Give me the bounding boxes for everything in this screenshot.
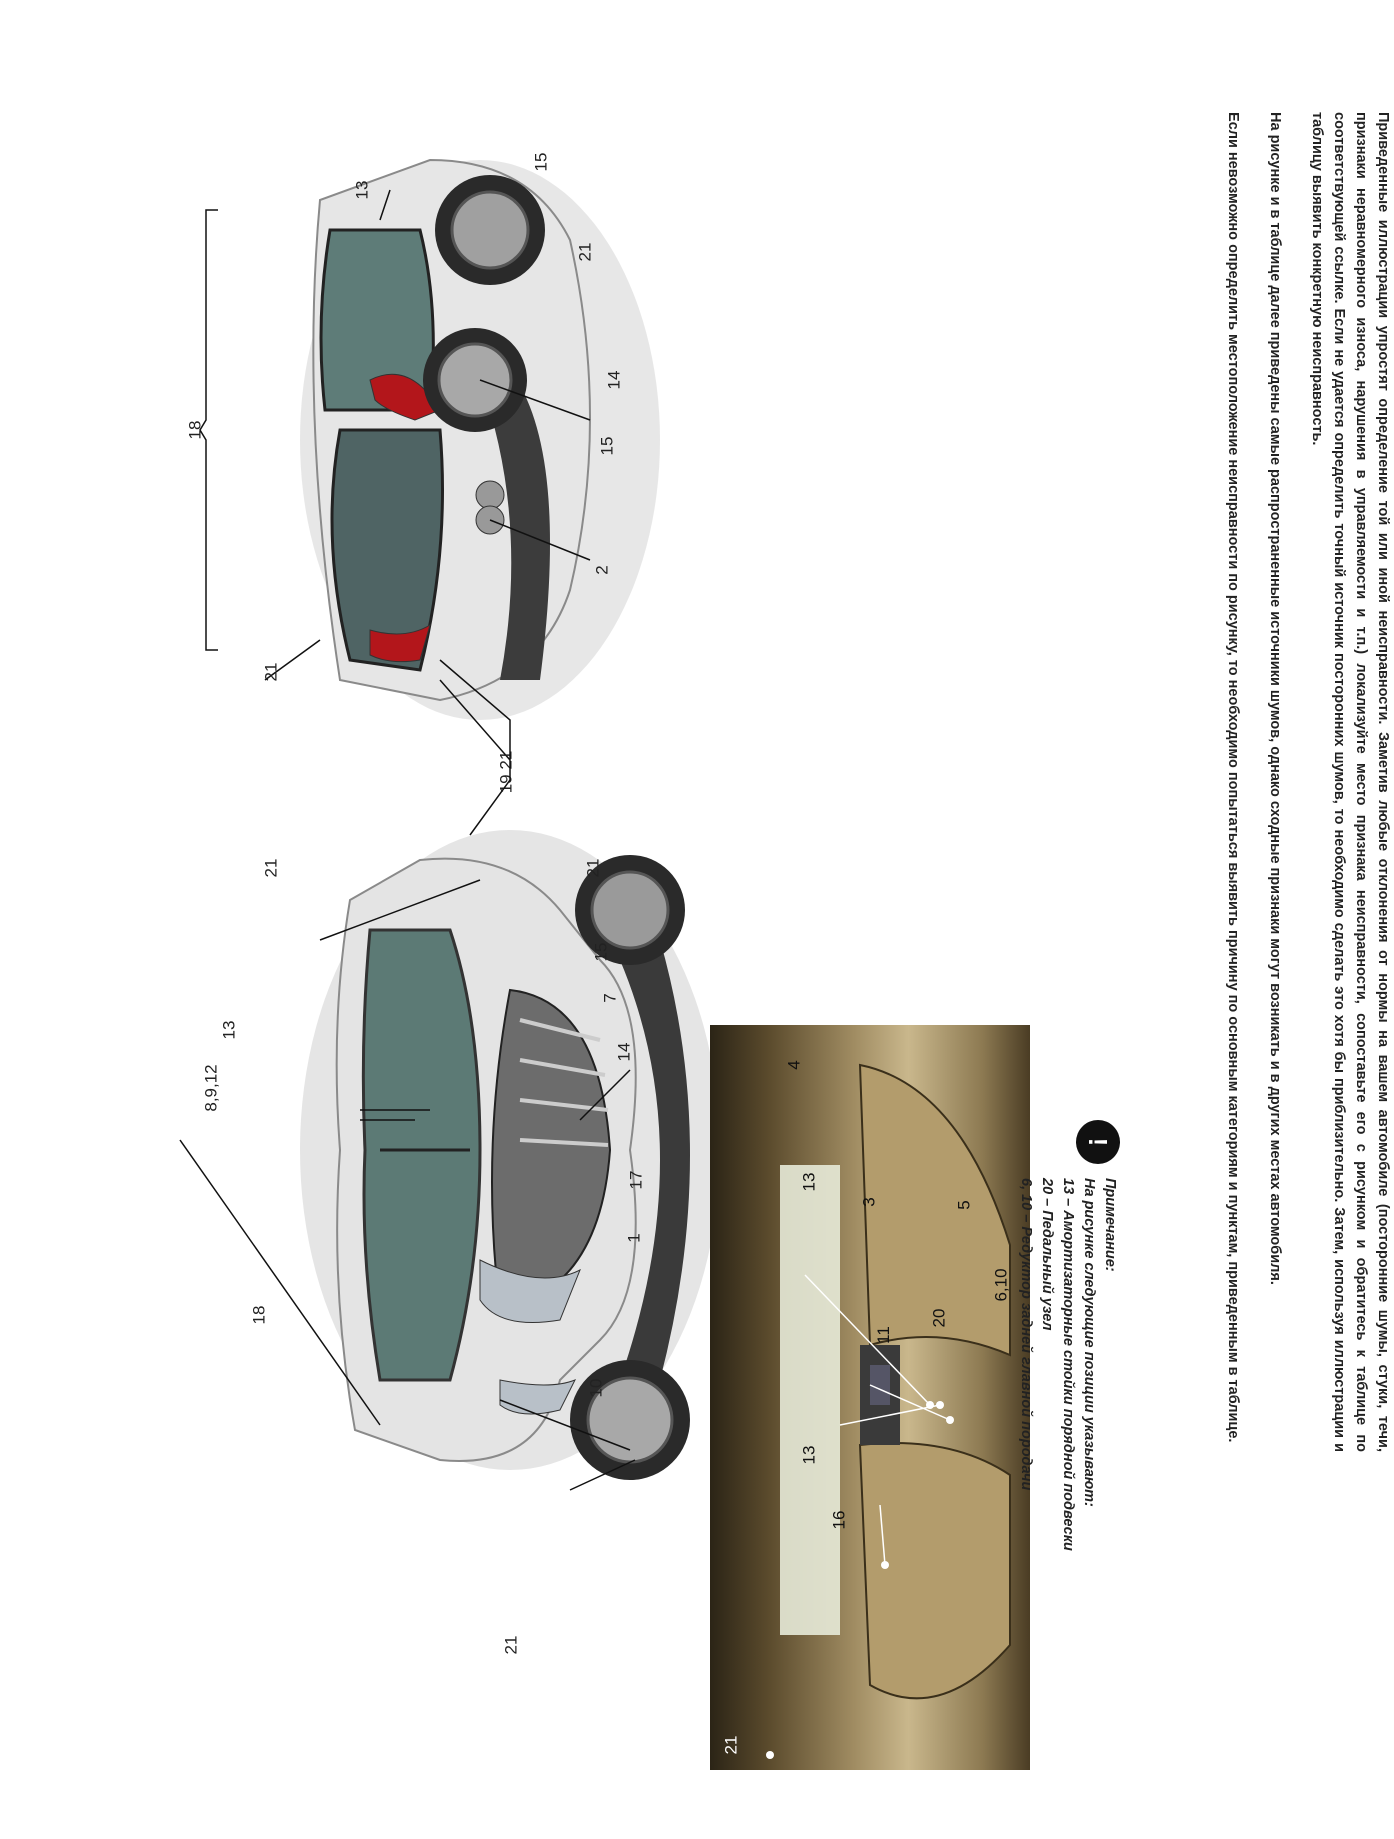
front-callout-18: 18 <box>249 1305 269 1325</box>
front-callout-13: 13 <box>219 1020 239 1040</box>
note-line-2: 13 – Амортизаторные стойки порядной подвески <box>1060 1178 1076 1551</box>
interior-callout-13-b: 13 <box>799 1445 819 1465</box>
paragraph-1: Приведенные иллюстрации упростят определение той или иной неисправности. Заметив любые отклонения от нормы на вашем автомобиле (посторонние шумы, стуки, течи, признаки неравномерного износа, нарушения в управляемости и т.п.) локализуйте место признака неисправности, сопоставьте его с рисунком и обратитесь к таблице по соответствующей ссылке. Если не удается определить точный источник посторонних шумов, то необходимо сделать это хотя бы приблизительно. Затем, используя иллюстрации и таблицу выявить конкретную неисправность. <box>1309 112 1391 1452</box>
note-title: Примечание: <box>1102 1178 1118 1272</box>
rear-callout-21-b: 21 <box>261 662 281 682</box>
rear-callout-2: 2 <box>592 565 612 575</box>
front-callout-7: 7 <box>600 993 620 1003</box>
interior-photo <box>710 1025 1030 1770</box>
info-bulb-icon: ! <box>1076 1120 1120 1164</box>
interior-callout-6-10: 6,10 <box>991 1268 1011 1302</box>
front-callout-1: 1 <box>624 1233 644 1243</box>
note-block <box>1000 1120 1120 1760</box>
paragraph-3: Если невозможно определить местоположение неисправности по рисунку, то необходимо попытаться выявить причину по основным категориям и пунктам, приведенным в таблице. <box>1225 112 1241 1443</box>
front-callout-14: 14 <box>614 1042 634 1062</box>
front-callout-15: 15 <box>591 942 611 962</box>
note-line-1: На рисунке следующие позиции указывают: <box>1081 1178 1097 1507</box>
front-callout-17: 17 <box>626 1170 646 1190</box>
shared-callout-19-21: 19 21 <box>496 750 516 794</box>
paragraph-2: На рисунке и в таблице далее приведены самые распространенные источники шумов, однако сходные признаки могут возникать и в других местах автомобиля. <box>1267 112 1283 1285</box>
note-lines <box>1015 1178 1120 1551</box>
interior-callout-3: 3 <box>859 1197 879 1207</box>
front-callout-21-c: 21 <box>501 1635 521 1655</box>
front-callout-10: 10 <box>586 1378 606 1398</box>
interior-callout-21: 21 <box>721 1735 741 1755</box>
front-callout-21-a: 21 <box>261 858 281 878</box>
rear-callout-15-a: 15 <box>531 152 551 172</box>
rear-callout-14: 14 <box>604 370 624 390</box>
note-line-4: 6, 10 – Редуктор задней главной породачи <box>1018 1178 1034 1491</box>
rear-callout-15-b: 15 <box>597 436 617 456</box>
rear-callout-18: 18 <box>185 420 205 440</box>
note-line-3: 20 – Педальный узел <box>1039 1178 1055 1331</box>
bracket-front-18 <box>180 1140 390 1430</box>
body-text <box>1202 112 1394 1452</box>
rear-callout-13: 13 <box>352 180 372 200</box>
rear-car-illustration <box>210 120 670 720</box>
interior-callout-13-a: 13 <box>799 1172 819 1192</box>
rear-callout-21-a: 21 <box>575 242 595 262</box>
interior-callout-4: 4 <box>784 1060 804 1070</box>
interior-callout-5: 5 <box>954 1200 974 1210</box>
bracket-rear-18 <box>200 210 230 650</box>
interior-callout-20: 20 <box>929 1308 949 1328</box>
front-callout-21-b: 21 <box>583 858 603 878</box>
interior-callout-16: 16 <box>829 1510 849 1530</box>
front-callout-8-9-12: 8,9,12 <box>201 1064 221 1112</box>
interior-callout-11: 11 <box>873 1326 893 1344</box>
shared-leader-lines <box>430 660 550 840</box>
